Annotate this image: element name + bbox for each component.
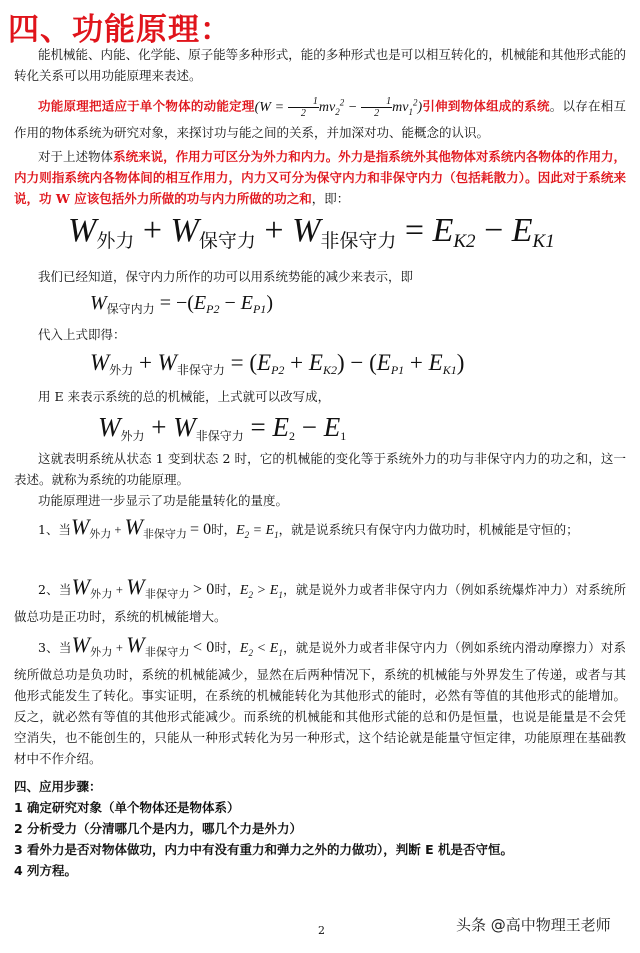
equation-conservative-work: $W_{保守内力} = -(E_{P2} - E_{P1})$: [90, 292, 273, 316]
case-3: 3、当$W_{外力} + W_{非保守力} < 0$时，$E_2 < E_1$，就是说外力或者非保守内力（例如系统内滑动摩擦力）对系统所做总功是负功时，系统的机械能减少，显然在后两种情况下，系统的机械能与外界发生了传递，或者与其他形式能发生了转化。事实证明，在系统的机械能转化为其他形式的能时，必然有等值的其他形式的能增加。反之，就必然有等值的其他形式能减少。而系统的机械能和其他形式能的总和仍是恒量，也说是能量是不会凭空消失，也不能创生的，只能从一种形式转化为另一种形式，这个结论就是能量守恒定律，功能原理在基础教材中不作介绍。: [14, 632, 627, 766]
body-text: 对于上述物体: [38, 149, 114, 164]
case-1: 1、当$W_{外力} + W_{非保守力} = 0$时，$E_2 = E_1$，就是说系统只有保守内力做功时，机械能是守恒的；: [38, 514, 579, 541]
watermark: 头条 @高中物理王老师: [456, 916, 611, 934]
step-item: 1 确定研究对象（单个物体还是物体系）: [14, 800, 240, 815]
paragraph-intro: 能机械能、内能、化学能、原子能等多种形式，能的多种形式也是可以相互转化的，机械能和其他形式能的转化关系可以用功能原理来表述。: [14, 47, 626, 83]
section-title: 四、功能原理：: [8, 12, 232, 48]
body-text: 。以存在相互作用的物体系统为研究对象，来探讨功与能之间的关系，并加深对功、能概念的认识。: [14, 98, 626, 141]
equation-substituted: $W_{外力} + W_{非保守力} = (E_{P2} + E_{K2}) - (E_{P1} + E_{K1})$: [90, 350, 465, 377]
red-text: 系统来说，作用力可区分为外力和内力。外力是指系统外其他物体对系统内各物体的作用力，内力则指系统内各物体间的相互作用力，内力又可分为保守内力和非保守内力（包括耗散力）。因此对于系统来说，功 W 应该包括外力所做的功与内力所做的功之和: [14, 149, 626, 206]
paragraph-principle: [14, 92, 626, 143]
steps-title: 四、应用步骤：: [14, 779, 102, 794]
paragraph-measure: 功能原理进一步显示了功是能量转化的量度。: [38, 493, 289, 508]
page-number: 2: [318, 924, 325, 937]
step-item: 3 看外力是否对物体做功，内力中有没有重力和弹力之外的力做功），判断 E 机是否守恒。: [14, 842, 514, 857]
paragraph-total-energy: 用 E 来表示系统的总的机械能，上式就可以改写成，: [38, 389, 331, 404]
red-text: 功能原理把适应于单个物体的动能定理: [38, 98, 255, 114]
body-text: ，即：: [311, 191, 350, 206]
step-item: 2 分析受力（分清哪几个是内力，哪几个力是外力）: [14, 821, 303, 836]
paragraph-meaning: 这就表明系统从状态 1 变到状态 2 时，它的机械能的变化等于系统外力的功与非保守内力的功之和，这一表述。就称为系统的功能原理。: [14, 451, 626, 487]
step-item: 4 列方程。: [14, 863, 78, 878]
equation-functional-principle: $W_{外力} + W_{非保守力} = E_2 - E_1$: [98, 412, 347, 443]
paragraph-forces: [14, 146, 626, 209]
red-text: 引伸到物体组成的系统: [422, 98, 550, 114]
paragraph-conservative: 我们已经知道，保守内力所作的功可以用系统势能的减少来表示，即: [38, 269, 414, 284]
kinetic-energy-theorem-formula: (W = $\frac{1}{2}mv_2^2$ − $\frac{1}{2}mv_1^2$): [254, 95, 423, 119]
paragraph-substitute: 代入上式即得：: [38, 327, 126, 342]
equation-work-energy: $W_{外力} + W_{保守力} + W_{非保守力} = E_{K2} - E_{K1}$: [68, 212, 555, 252]
case-2: 2、当$W_{外力} + W_{非保守力} > 0$时，$E_2 > E_1$，就是说外力或者非保守内力（例如系统爆炸冲力）对系统所做总功是正功时，系统的机械能增大。: [14, 574, 627, 624]
